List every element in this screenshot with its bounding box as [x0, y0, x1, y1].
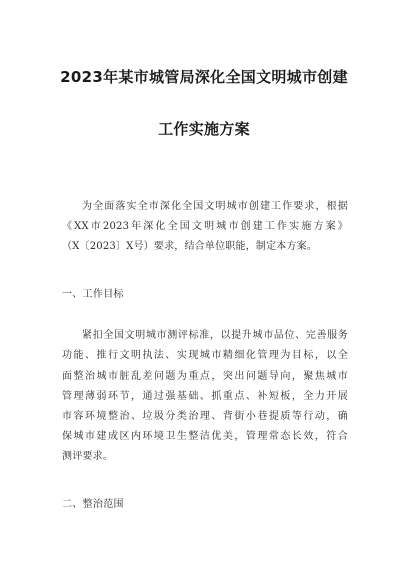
document-title-line-2: 工作实施方案: [158, 120, 250, 138]
goals-paragraph-line: 测评要求。: [62, 451, 113, 462]
section-heading-scope: 二、整治范围: [62, 499, 124, 510]
document-title-line-1: 2023年某市城管局深化全国文明城市创建: [60, 68, 348, 86]
goals-paragraph-line: 紧扣全国文明城市测评标准，以提升城市品位、完善服务: [82, 330, 348, 341]
goals-paragraph-line: 管理薄弱环节，通过强基础、抓重点、补短板，全力开展: [62, 391, 348, 402]
goals-paragraph-line: 保城市建成区内环境卫生整洁优美，管理常态长效，符合: [62, 431, 348, 442]
intro-paragraph-line: 为全面落实全市深化全国文明城市创建工作要求，根据: [82, 201, 348, 212]
goals-paragraph-line: 市容环境整治、垃圾分类治理、背街小巷提质等行动，确: [62, 411, 348, 422]
goals-paragraph-line: 面整治城市脏乱差问题为重点，突出问题导向，聚焦城市: [62, 371, 348, 382]
section-heading-goals: 一、工作目标: [62, 289, 124, 300]
intro-paragraph-line: （X〔2023〕X号）要求，结合单位职能，制定本方案。: [62, 241, 318, 252]
intro-paragraph-line: 《XX市2023年深化全国文明城市创建工作实施方案》: [62, 221, 348, 232]
goals-paragraph-line: 功能、推行文明执法、实现城市精细化管理为目标，以全: [62, 350, 348, 361]
